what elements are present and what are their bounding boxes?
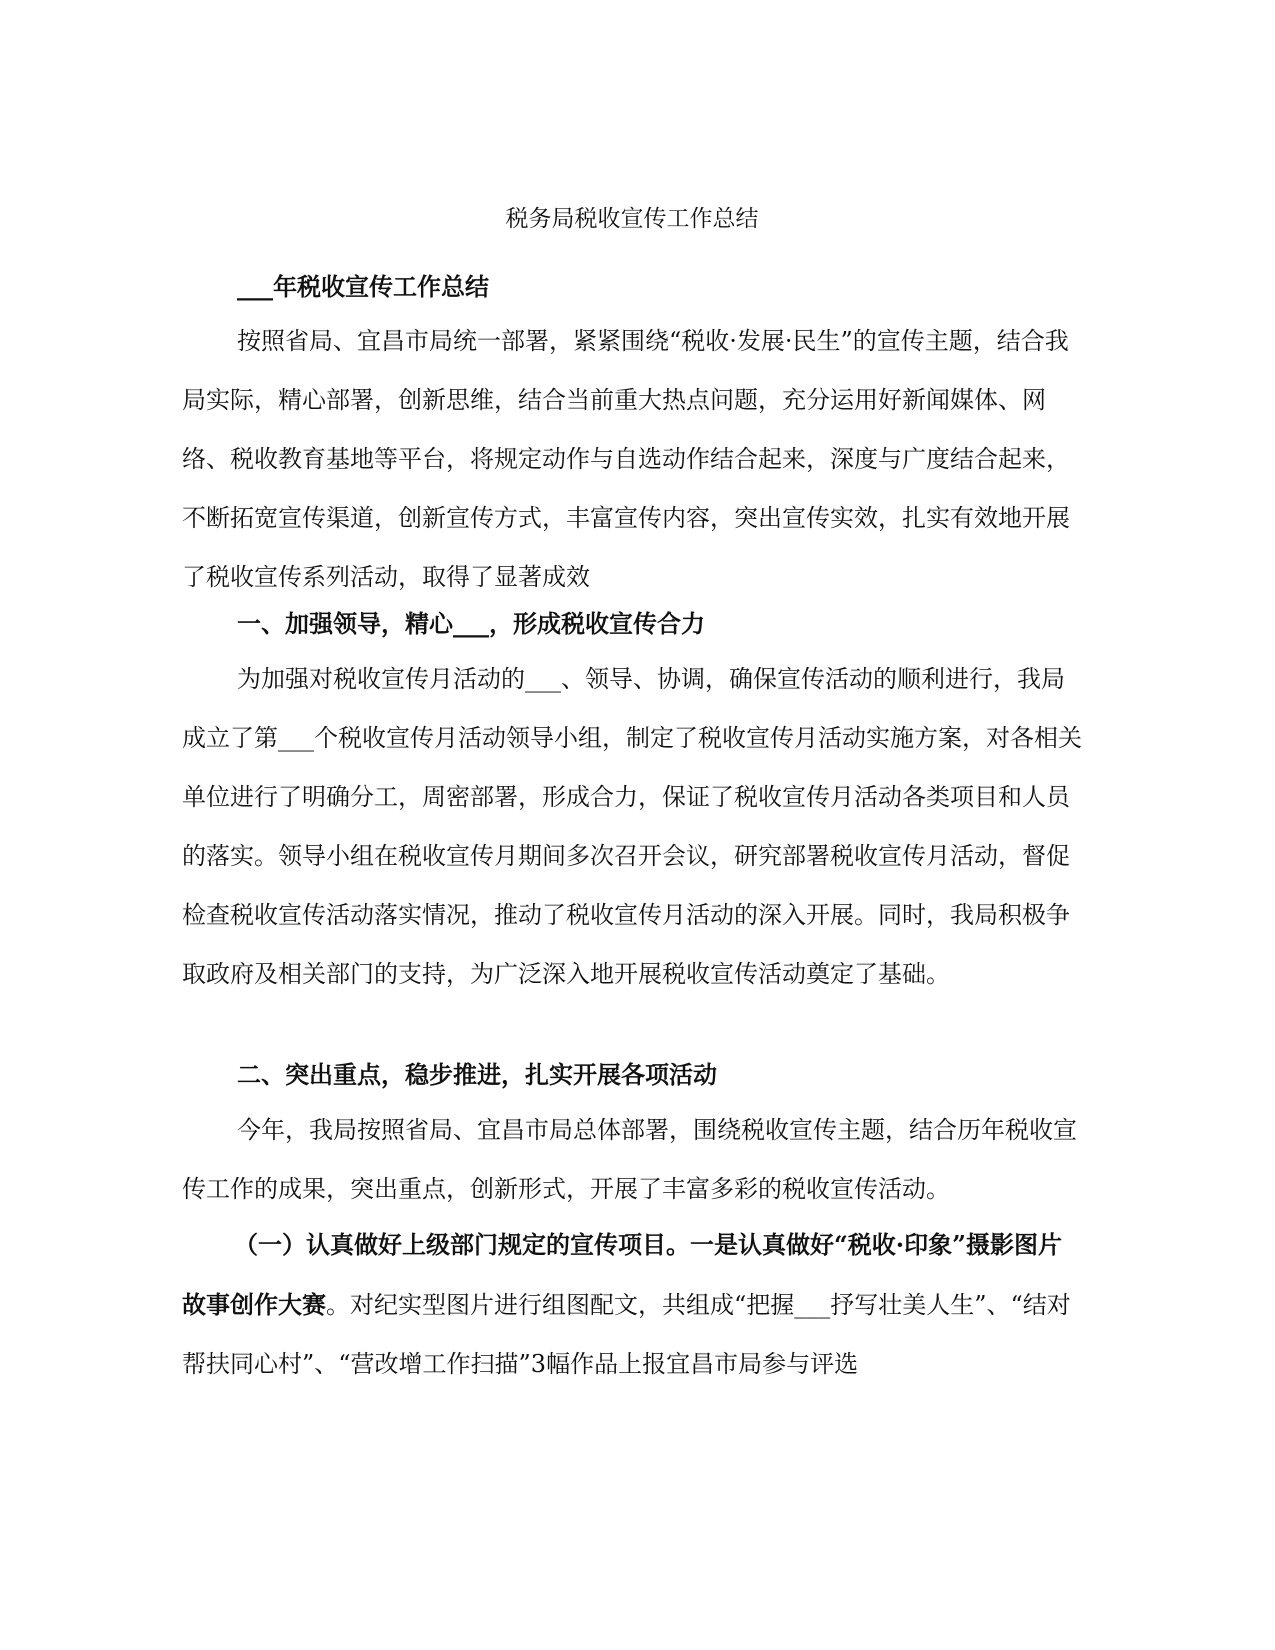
document-page: [182, 0, 1082, 1650]
document-title: 税务局税收宣传工作总结: [505, 206, 759, 232]
section-2-paragraph: 今年，我局按照省局、宜昌市局总体部署，围绕税收宣传主题，结合历年税收宣传工作的成果，突出重点，创新形式，开展了丰富多彩的税收宣传活动。: [182, 1116, 1077, 1203]
intro-paragraph: 按照省局、宜昌市局统一部署，紧紧围绕“税收·发展·民生”的宣传主题，结合我局实际，精心部署，创新思维，结合当前重大热点问题，充分运用好新闻媒体、网络、税收教育基地等平台，将规定动作与自选动作结合起来，深度与广度结合起来，不断拓宽宣传渠道，创新宣传方式，丰富宣传内容，突出宣传实效，扎实有效地开展了税收宣传系列活动，取得了显著成效: [182, 327, 1070, 591]
section-1-heading: 一、加强领导，精心___，形成税收宣传合力: [237, 609, 705, 638]
item-1-body: 。对纪实型图片进行组图配文，共组成“把握___抒写壮美人生”、“结对帮扶同心村”、“营改增工作扫描”3幅作品上报宜昌市局参与评选: [182, 1291, 1071, 1378]
section-2-item-1-paragraph: [182, 1215, 1082, 1394]
document-subtitle: ___年税收宣传工作总结: [237, 272, 489, 301]
section-1-paragraph: 为加强对税收宣传月活动的___、领导、协调，确保宣传活动的顺利进行，我局成立了第___个税收宣传月活动领导小组，制定了税收宣传月活动实施方案，对各相关单位进行了明确分工，周密部署，形成合力，保证了税收宣传月活动各类项目和人员的落实。领导小组在税收宣传月期间多次召开会议，研究部署税收宣传月活动，督促检查税收宣传活动落实情况，推动了税收宣传月活动的深入开展。同时，我局积极争取政府及相关部门的支持，为广泛深入地开展税收宣传活动奠定了基础。: [182, 665, 1082, 988]
item-1-lead: （一）认真做好上级部门规定的宣传项目。一是认真做好“税收·印象”摄影图片故事创作大赛: [182, 1230, 1062, 1319]
section-2-heading: 二、突出重点，稳步推进，扎实开展各项活动: [237, 1060, 717, 1089]
